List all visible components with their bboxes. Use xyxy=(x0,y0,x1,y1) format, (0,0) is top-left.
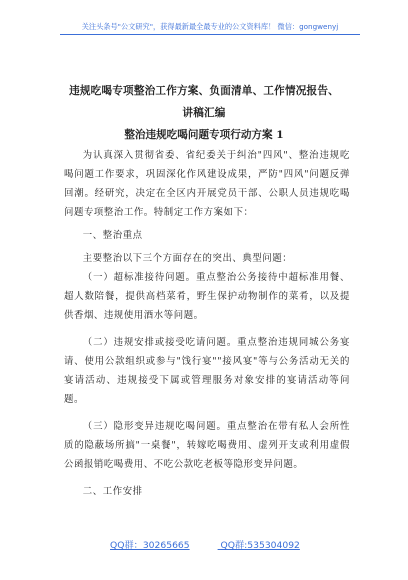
intro-paragraph: 为认真深入贯彻省委、省纪委关于纠治"四风"、整治违规吃喝问题工作要求，巩固深化作风建设成果，严防"四风"问题反弹回潮。经研究，决定在全区内开展党员干部、公职人员违规吃喝问题专项整治工作。特制定工作方案如下： xyxy=(64,150,350,218)
footer-qq xyxy=(110,537,330,551)
document-title xyxy=(52,80,356,124)
title-line-1: 违规吃喝专项整治工作方案、负面清单、工作情况报告、 xyxy=(69,85,339,97)
section-heading-2: 二、工作安排 xyxy=(82,486,143,497)
title-line-2: 讲稿汇编 xyxy=(182,107,226,119)
qq-group-link-2[interactable]: QQ群:535304092 xyxy=(220,540,300,551)
paragraph: 主要整治以下三个方面存在的突出、典型问题： xyxy=(82,253,293,264)
section-subtitle: 整治违规吃喝问题专项行动方案 1 xyxy=(124,129,284,141)
section-heading-1: 一、整治重点 xyxy=(82,230,143,241)
document-body xyxy=(64,146,350,501)
paragraph: （二）违规安排或接受吃请问题。重点整治违规同城公务宴请、使用公款组织或参与"饯行宴""接风宴"等与公务活动无关的宴请活动、违规接受下属或管理服务对象安排的宴请活动等问题。 xyxy=(64,337,350,405)
paragraph: （三）隐形变异违规吃喝问题。重点整治在带有私人会所性质的隐蔽场所搞"一桌餐"，转嫁吃喝费用、虚列开支或利用虚假公函报销吃喝费用、不吃公款吃老板等隐形变异问题。 xyxy=(64,421,350,470)
qq-group-link-1[interactable]: QQ群：30265665 xyxy=(110,540,190,551)
paragraph: （一）超标准接待问题。重点整治公务接待中超标准用餐、超人数陪餐，提供高档菜肴，野生保护动物制作的菜肴，以及提供香烟、违规使用酒水等问题。 xyxy=(64,272,350,321)
header-banner: 关注头条号"公文研究"，获得最新最全最专业的公文资料库！ 微信：gongwenyj xyxy=(60,22,360,35)
